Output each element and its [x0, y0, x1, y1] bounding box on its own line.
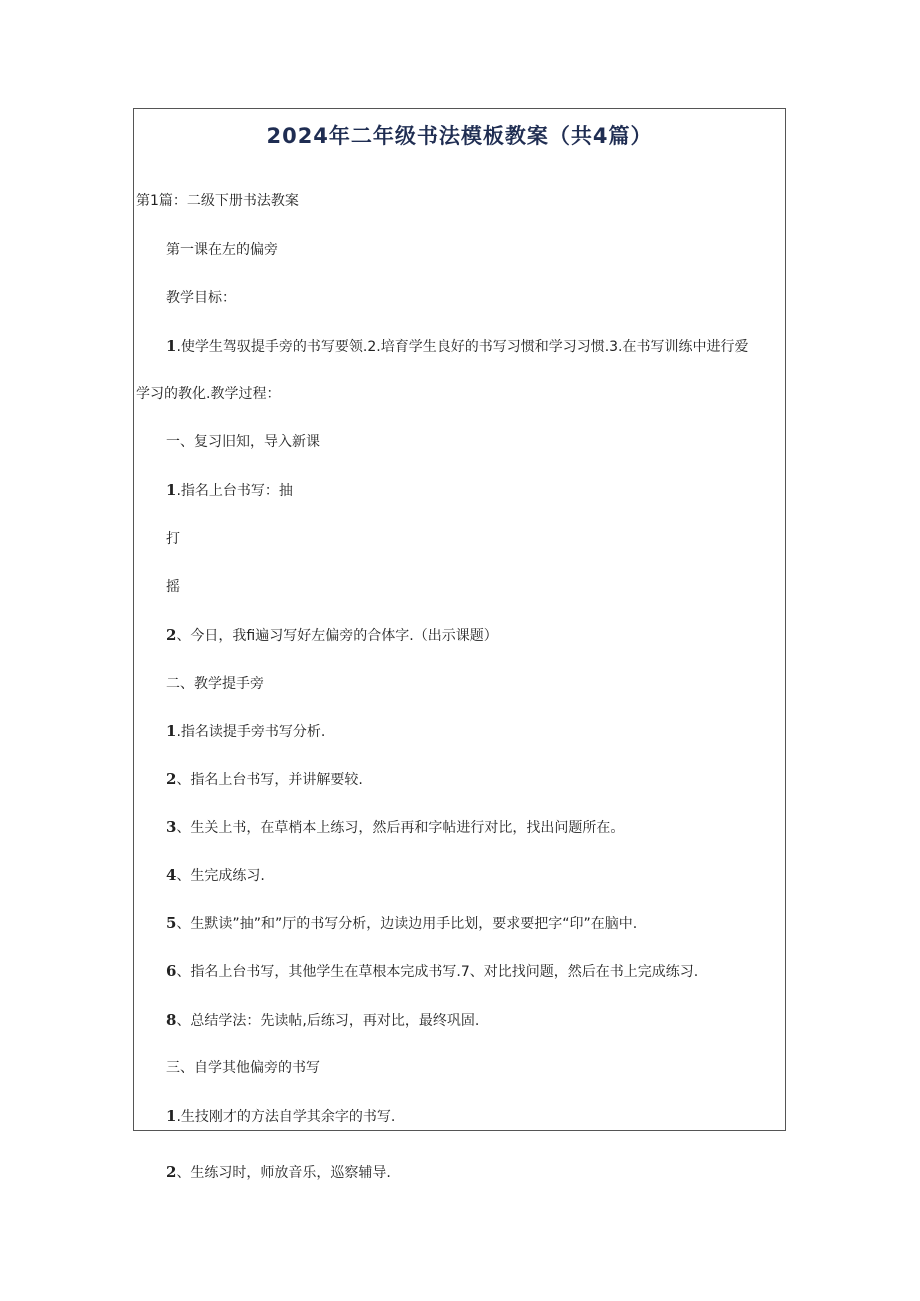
paragraph-line	[166, 962, 698, 981]
paragraph-line	[166, 578, 180, 596]
line-text: 、指名上台书写，其他学生在草根本完成书写.7、对比找问题，然后在书上完成练习.	[176, 964, 699, 980]
line-text: 第1篇：二级下册书法教案	[136, 193, 299, 209]
line-text: 、生默读”抽”和”厅的书写分析，边读边用手比划，要求要把字“印”在脑中.	[176, 916, 638, 932]
paragraph-line	[136, 385, 280, 403]
line-text: 一、复习旧知，导入新课	[166, 434, 320, 450]
paragraph-line	[166, 530, 180, 548]
paragraph-line	[166, 818, 624, 837]
item-number: 4	[166, 866, 177, 884]
line-text: 摇	[166, 579, 180, 595]
section-heading	[166, 433, 320, 451]
line-text: 二、教学提手旁	[166, 676, 264, 692]
paragraph-line	[166, 1011, 479, 1030]
document-title: 2024年二年级书法模板教案（共4篇）	[266, 124, 653, 148]
paragraph-line	[166, 770, 363, 789]
section-label	[166, 289, 236, 307]
section-heading	[166, 1059, 320, 1077]
line-text: 、生练习时，师放音乐，巡察辅导.	[176, 1165, 391, 1181]
paragraph-line	[166, 481, 293, 500]
lesson-heading	[166, 241, 278, 259]
line-text: 、生关上书，在草梢本上练习，然后再和字帖进行对比，找出问题所在。	[176, 820, 625, 836]
paragraph-line	[166, 337, 749, 356]
item-number: 1	[166, 481, 177, 499]
chapter-heading	[136, 192, 299, 210]
section-heading	[166, 675, 264, 693]
line-text: 教学目标：	[166, 290, 236, 306]
line-text: 、总结学法：先读帖,后练习，再对比，最终巩固.	[176, 1013, 480, 1029]
paragraph-line	[166, 722, 325, 741]
paragraph-line	[166, 914, 637, 933]
item-number: 5	[166, 914, 177, 932]
item-number: 1	[166, 1107, 177, 1125]
paragraph-line	[166, 626, 498, 645]
line-text: 学习的教化.教学过程：	[136, 386, 281, 402]
paragraph-line	[166, 866, 265, 885]
item-number: 1	[166, 722, 177, 740]
item-number: 2	[166, 770, 177, 788]
line-text: 打	[166, 531, 180, 547]
line-text: .使学生驾驭提手旁的书写要领.2.培育学生良好的书写习惯和学习习惯.3.在书写训练中进行爱	[176, 339, 749, 355]
paragraph-line	[166, 1107, 395, 1126]
line-text: 三、自学其他偏旁的书写	[166, 1060, 320, 1076]
line-text: .指名上台书写：抽	[176, 483, 293, 499]
line-text: 、今日，我fi遍习写好左偏旁的合体字.（出示课题）	[176, 628, 498, 644]
line-text: .生技刚才的方法自学其余字的书写.	[176, 1109, 396, 1125]
paragraph-line	[166, 1163, 391, 1182]
item-number: 1	[166, 337, 177, 355]
item-number: 8	[166, 1011, 177, 1029]
item-number: 6	[166, 962, 177, 980]
item-number: 2	[166, 626, 177, 644]
line-text: 、指名上台书写，并讲解要较.	[176, 772, 363, 788]
line-text: 、生完成练习.	[176, 868, 265, 884]
item-number: 3	[166, 818, 177, 836]
line-text: 第一课在左的偏旁	[166, 242, 278, 258]
item-number: 2	[166, 1163, 177, 1181]
line-text: .指名读提手旁书写分析.	[176, 724, 326, 740]
